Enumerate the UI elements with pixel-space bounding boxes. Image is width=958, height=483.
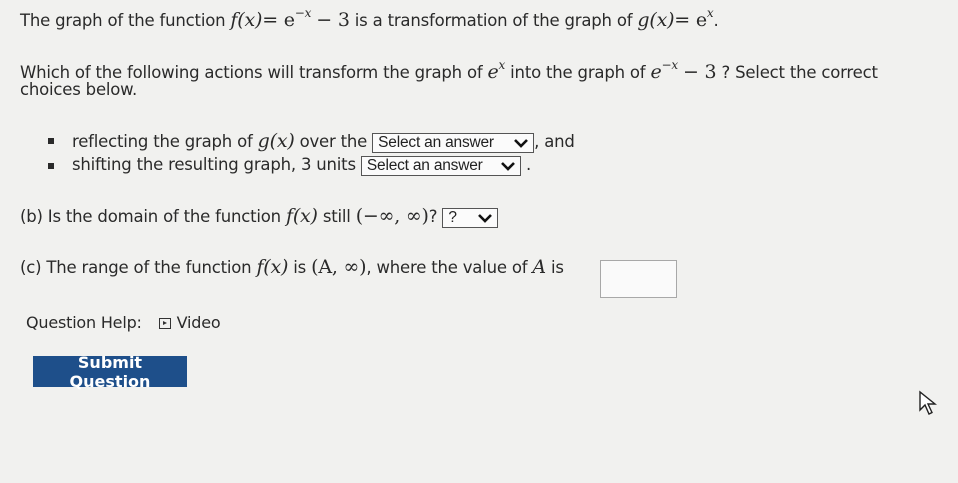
part-b bbox=[20, 205, 498, 228]
bullet-1-math: g(x) bbox=[257, 130, 295, 152]
bullet-1-prefix: reflecting the graph of bbox=[72, 132, 253, 151]
question-line-2: choices below. bbox=[20, 80, 138, 99]
question-help-label: Question Help: bbox=[26, 313, 142, 332]
chevron-down-icon bbox=[500, 160, 516, 172]
part-c-var: A bbox=[532, 256, 546, 278]
intro-prefix: The graph of the function bbox=[20, 11, 226, 30]
f-function-name: f(x) bbox=[230, 9, 263, 31]
part-b-math: f(x) bbox=[285, 205, 318, 227]
question-e2-exponent: −x bbox=[661, 58, 678, 72]
g-exponent: x bbox=[706, 6, 714, 20]
part-b-qmark: ? bbox=[428, 207, 438, 226]
chevron-down-icon bbox=[477, 212, 493, 224]
part-c-math: f(x) bbox=[256, 256, 289, 278]
domain-select-label: ? bbox=[448, 208, 457, 226]
submit-question-button[interactable]: Submit Question bbox=[33, 356, 187, 387]
video-icon bbox=[159, 318, 171, 329]
domain-yes-no-select[interactable] bbox=[442, 208, 498, 228]
intro-end: . bbox=[713, 11, 719, 30]
shift-direction-select[interactable] bbox=[361, 156, 521, 176]
question-line-1 bbox=[20, 58, 878, 83]
f-equals-e: = e bbox=[262, 9, 295, 31]
part-c-mid: , where the value of bbox=[366, 258, 528, 277]
question-tail: − 3 bbox=[682, 61, 717, 83]
bullet-1-dot bbox=[48, 138, 54, 144]
part-c-range: (A, ∞) bbox=[311, 256, 367, 278]
shift-direction-select-label: Select an answer bbox=[366, 156, 483, 174]
video-link[interactable] bbox=[159, 313, 221, 332]
part-b-mid: still bbox=[322, 207, 351, 226]
intro-line bbox=[20, 6, 719, 31]
bullet-1-suffix: , and bbox=[534, 132, 575, 151]
bullet-1-mid: over the bbox=[299, 132, 368, 151]
question-e-exponent: x bbox=[498, 58, 506, 72]
question-e2: e bbox=[650, 61, 662, 83]
video-link-label: Video bbox=[176, 313, 221, 332]
question-e: e bbox=[487, 61, 499, 83]
part-c bbox=[20, 256, 564, 278]
part-c-suffix: is bbox=[550, 258, 564, 277]
question-prefix: Which of the following actions will transform the graph of bbox=[20, 63, 483, 82]
reflection-axis-select[interactable] bbox=[372, 133, 534, 153]
bullet-1 bbox=[72, 130, 575, 153]
bullet-2 bbox=[72, 155, 531, 176]
part-c-prefix: (c) The range of the function bbox=[20, 258, 252, 277]
part-c-is: is bbox=[293, 258, 307, 277]
f-exponent: −x bbox=[294, 6, 312, 20]
part-b-domain: (−∞, ∞) bbox=[355, 205, 429, 227]
intro-middle: is a transformation of the graph of bbox=[354, 11, 633, 30]
range-answer-input[interactable] bbox=[600, 260, 677, 298]
bullet-2-dot bbox=[48, 163, 54, 169]
g-function-name: g(x) bbox=[637, 9, 675, 31]
question-mid: into the graph of bbox=[510, 63, 646, 82]
f-tail: − 3 bbox=[316, 9, 350, 31]
reflection-axis-select-label: Select an answer bbox=[378, 133, 494, 151]
bullet-2-suffix: . bbox=[525, 155, 531, 174]
part-b-prefix: (b) Is the domain of the function bbox=[20, 207, 281, 226]
question-suffix: ? Select the correct bbox=[721, 63, 878, 82]
chevron-down-icon bbox=[513, 137, 529, 149]
mouse-cursor-icon bbox=[918, 390, 940, 418]
g-equals-e: = e bbox=[674, 9, 707, 31]
question-help bbox=[26, 313, 220, 332]
bullet-2-prefix: shifting the resulting graph, 3 units bbox=[72, 155, 356, 174]
